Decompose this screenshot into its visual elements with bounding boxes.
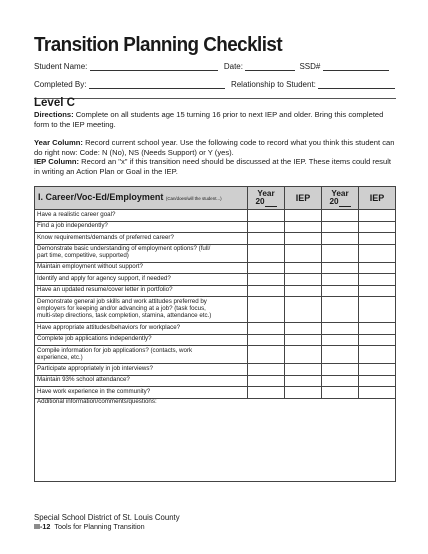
iep-cell-1[interactable] — [285, 210, 322, 222]
table-row — [35, 274, 396, 286]
table-row — [35, 285, 396, 297]
question-line: Have a realistic career goal? — [37, 210, 116, 218]
footer-org: Special School District of St. Louis County — [34, 513, 180, 522]
iep-cell-1[interactable] — [285, 285, 322, 297]
year-cell-1[interactable] — [248, 274, 285, 286]
question-line: Compile information for job applications? (contacts, work — [37, 346, 193, 354]
page-title: Transition Planning Checklist — [34, 33, 283, 56]
question-line: Demonstrate general job skills and work attitudes preferred by — [37, 298, 207, 306]
table-row — [35, 262, 396, 274]
iep-column-body: Record an "x" if this transition need should be discussed at the IEP. These items could result in writing an Action Plan or Goal in the IEP. — [34, 157, 391, 176]
question-line: multi-step directions, task completion, stamina, attendance etc.) — [37, 311, 212, 319]
section-note: (Can/does/will the student...) — [165, 196, 222, 201]
question-line: part time, competitive, supported) — [37, 252, 129, 259]
iep-cell-2[interactable] — [359, 285, 396, 297]
question-text — [35, 274, 248, 286]
iep-cell-1[interactable] — [285, 274, 322, 286]
year-column-body: Record current school year. Use the following code to record what you think this student can do right now: Code: N (No), NS (Needs Support) or Y (yes). — [34, 138, 395, 157]
iep-cell-2[interactable] — [359, 221, 396, 233]
question-text — [35, 244, 248, 262]
year-cell-1[interactable] — [248, 262, 285, 274]
table-row — [35, 375, 396, 387]
iep-cell-1[interactable] — [285, 387, 322, 399]
year-cell-1[interactable] — [248, 210, 285, 222]
directions-label: Directions: — [34, 110, 74, 119]
year-cell-2[interactable] — [322, 233, 359, 245]
question-line: Participate appropriately in job interviews? — [37, 364, 153, 372]
year-column-header-2 — [322, 187, 359, 210]
table-row — [35, 387, 396, 399]
year-cell-2[interactable] — [322, 221, 359, 233]
year-column-text — [34, 138, 396, 157]
question-line: employers for keeping and/or advancing at a job? (task focus, — [37, 305, 206, 313]
iep-cell-1[interactable] — [285, 233, 322, 245]
iep-column-header-1: IEP — [285, 187, 322, 210]
footer-publication-line — [34, 522, 145, 531]
relationship-label: Relationship to Student: — [230, 80, 316, 89]
publication-title: Tools for Planning Transition — [54, 522, 145, 531]
year-cell-1[interactable] — [248, 323, 285, 335]
year-cell-2[interactable] — [322, 244, 359, 262]
table-row — [35, 297, 396, 323]
year-blank-2[interactable] — [339, 199, 351, 207]
iep-column-label: IEP Column: — [34, 157, 80, 166]
year-cell-2[interactable] — [322, 323, 359, 335]
table-row — [35, 210, 396, 222]
date-label: Date: — [223, 62, 243, 71]
table-row — [35, 398, 396, 481]
question-text — [35, 375, 248, 387]
question-line: Know requirements/demands of preferred career? — [37, 233, 174, 241]
question-line: Demonstrate basic understanding of employment options? (full/ — [37, 245, 211, 253]
question-text — [35, 262, 248, 274]
year-cell-1[interactable] — [248, 387, 285, 399]
iep-cell-1[interactable] — [285, 334, 322, 346]
iep-column-text — [34, 157, 396, 176]
iep-cell-2[interactable] — [359, 323, 396, 335]
year-cell-1[interactable] — [248, 221, 285, 233]
relationship-field[interactable] — [318, 80, 395, 89]
question-text — [35, 323, 248, 335]
year-cell-2[interactable] — [322, 210, 359, 222]
year-cell-2[interactable] — [322, 274, 359, 286]
question-text — [35, 364, 248, 376]
year-cell-2[interactable] — [322, 297, 359, 323]
table-row — [35, 346, 396, 364]
iep-cell-2[interactable] — [359, 334, 396, 346]
question-text — [35, 233, 248, 245]
ssd-label: SSD# — [299, 62, 321, 71]
year-cell-2[interactable] — [322, 364, 359, 376]
year-cell-1[interactable] — [248, 233, 285, 245]
iep-column-header-2: IEP — [359, 187, 396, 210]
question-text — [35, 334, 248, 346]
table-row — [35, 244, 396, 262]
year-cell-1[interactable] — [248, 297, 285, 323]
page-number: III-12 — [34, 522, 51, 531]
student-name-field[interactable] — [90, 62, 218, 71]
career-checklist-table — [34, 186, 396, 482]
directions-body: Complete on all students age 15 turning 16 prior to next IEP and older. Bring this completed form to the IEP meeting. — [34, 110, 384, 129]
question-line: Additional information/comments/questions: — [37, 397, 157, 405]
question-text — [35, 221, 248, 233]
completed-by-row — [34, 80, 395, 89]
iep-cell-2[interactable] — [359, 387, 396, 399]
question-line: Have an updated resume/cover letter in portfolio? — [37, 286, 173, 294]
question-text — [35, 285, 248, 297]
year-cell-2[interactable] — [322, 375, 359, 387]
iep-cell-1[interactable] — [285, 323, 322, 335]
completed-by-field[interactable] — [89, 80, 225, 89]
iep-cell-2[interactable] — [359, 262, 396, 274]
year-cell-2[interactable] — [322, 262, 359, 274]
table-row — [35, 323, 396, 335]
section-title: I. Career/Voc-Ed/Employment — [38, 192, 164, 202]
year-prefix-2: 20 — [329, 197, 339, 206]
ssd-field[interactable] — [323, 62, 389, 71]
question-line: experience, etc.) — [37, 353, 83, 361]
table-row — [35, 221, 396, 233]
student-info-row — [34, 62, 389, 71]
iep-cell-1[interactable] — [285, 221, 322, 233]
iep-cell-1[interactable] — [285, 244, 322, 262]
iep-cell-1[interactable] — [285, 262, 322, 274]
year-cell-2[interactable] — [322, 334, 359, 346]
year-prefix-1: 20 — [255, 197, 265, 206]
iep-cell-2[interactable] — [359, 297, 396, 323]
iep-cell-2[interactable] — [359, 244, 396, 262]
iep-cell-2[interactable] — [359, 375, 396, 387]
year-label-1: Year — [257, 188, 275, 198]
level-heading: Level C — [34, 97, 75, 109]
directions-text — [34, 110, 396, 129]
divider-line — [34, 98, 396, 99]
checklist-body — [35, 210, 396, 482]
year-blank-1[interactable] — [265, 199, 277, 207]
student-name-label: Student Name: — [34, 62, 88, 71]
year-cell-2[interactable] — [322, 387, 359, 399]
question-text — [35, 210, 248, 222]
iep-cell-2[interactable] — [359, 233, 396, 245]
question-line: Find a job independently? — [37, 222, 108, 230]
year-column-label: Year Column: — [34, 138, 83, 147]
iep-cell-1[interactable] — [285, 297, 322, 323]
iep-cell-1[interactable] — [285, 364, 322, 376]
table-row — [35, 364, 396, 376]
question-text — [35, 297, 248, 323]
iep-cell-2[interactable] — [359, 274, 396, 286]
year-cell-1[interactable] — [248, 334, 285, 346]
iep-cell-2[interactable] — [359, 364, 396, 376]
year-column-header-1 — [248, 187, 285, 210]
question-text — [35, 387, 248, 399]
year-cell-2[interactable] — [322, 346, 359, 364]
iep-cell-1[interactable] — [285, 375, 322, 387]
completed-by-label: Completed By: — [34, 80, 87, 89]
date-field[interactable] — [245, 62, 295, 71]
table-header-row — [35, 187, 396, 210]
year-cell-1[interactable] — [248, 285, 285, 297]
question-text — [35, 398, 396, 481]
table-row — [35, 334, 396, 346]
question-text — [35, 346, 248, 364]
section-header — [35, 187, 248, 210]
year-label-2: Year — [331, 188, 349, 198]
iep-cell-2[interactable] — [359, 346, 396, 364]
iep-cell-1[interactable] — [285, 346, 322, 364]
year-cell-2[interactable] — [322, 285, 359, 297]
year-cell-1[interactable] — [248, 364, 285, 376]
iep-cell-2[interactable] — [359, 210, 396, 222]
question-line: Identify and apply for agency support, if needed? — [37, 274, 171, 282]
question-line: Maintain employment without support? — [37, 263, 143, 271]
table-row — [35, 233, 396, 245]
question-line: Have appropriate attitudes/behaviors for workplace? — [37, 323, 181, 331]
year-cell-1[interactable] — [248, 244, 285, 262]
question-line: Have work experience in the community? — [37, 387, 151, 395]
year-cell-1[interactable] — [248, 375, 285, 387]
year-cell-1[interactable] — [248, 346, 285, 364]
question-line: Complete job applications independently? — [37, 335, 152, 343]
question-line: Maintain 93% school attendance? — [37, 376, 130, 384]
